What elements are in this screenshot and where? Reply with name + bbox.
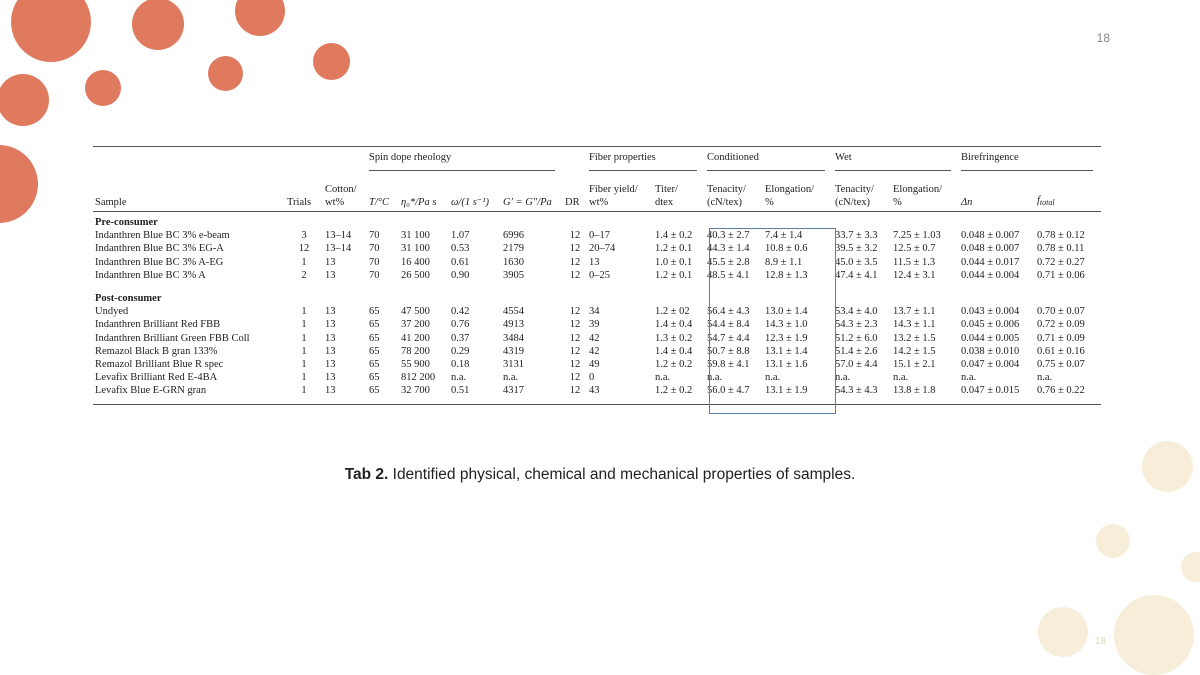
table-cell: 812 200	[401, 372, 436, 384]
table-cell: 12.4 ± 3.1	[893, 269, 936, 281]
table-cell: 53.4 ± 4.0	[835, 306, 878, 318]
table-cell: 13	[325, 306, 336, 318]
table-cell: 54.3 ± 2.3	[835, 319, 878, 331]
sample-name-cell: Indanthren Brilliant Red FBB	[95, 319, 221, 331]
table-cell: 0.71 ± 0.09	[1037, 332, 1085, 344]
table-row	[93, 318, 1101, 331]
sample-name-cell: Remazol Black B gran 133%	[95, 345, 218, 357]
header-modulus: G′ = G″/Pa	[501, 175, 563, 212]
sample-name-cell: Levafix Blue E-GRN gran	[95, 385, 207, 397]
table-cell: 1.07	[451, 230, 470, 242]
table-cell: 78 200	[401, 345, 430, 357]
table-cell: 50.7 ± 8.8	[707, 345, 750, 357]
header-cotton: Cotton/ wt%	[323, 175, 367, 212]
table-row	[93, 384, 1101, 397]
faint-page-number: 18	[1095, 636, 1107, 647]
table-cell: 1.2 ± 0.1	[655, 243, 693, 255]
table-cell: 65	[369, 332, 380, 344]
table-cell: 31 100	[401, 230, 430, 242]
decor-circle	[1038, 607, 1088, 657]
table-cell: 3	[301, 230, 307, 242]
table-cell: 70	[369, 269, 380, 281]
table-cell: 39	[589, 319, 600, 331]
table-cell: 0.048 ± 0.007	[961, 230, 1020, 242]
header-tenacity-wet: Tenacity/ (cN/tex)	[833, 175, 891, 212]
table-cell: 13.7 ± 1.1	[893, 306, 936, 318]
table-cell: 4554	[503, 306, 524, 318]
table-cell: 2	[301, 269, 307, 281]
table-cell: 20–74	[589, 243, 616, 255]
table-cell: 14.3 ± 1.1	[893, 319, 936, 331]
table-row	[93, 242, 1101, 255]
table-cell: 0.72 ± 0.09	[1037, 319, 1085, 331]
table-cell: 14.2 ± 1.5	[893, 345, 936, 357]
table-cell: 54.7 ± 4.4	[707, 332, 750, 344]
table-row	[93, 305, 1101, 318]
table-cell: 0.78 ± 0.12	[1037, 230, 1085, 242]
table-cell: 13	[325, 319, 336, 331]
table-cell: 32 700	[401, 385, 430, 397]
table-cell: 0.18	[451, 359, 470, 371]
section-post-consumer: Post-consumer	[95, 293, 162, 305]
table-cell: 26 500	[401, 269, 430, 281]
table-cell: 2179	[503, 243, 524, 255]
header-elongation-wet: Elongation/ %	[891, 175, 959, 212]
header-elongation-conditioned: Elongation/ %	[763, 175, 833, 212]
table-cell: 1.4 ± 0.4	[655, 319, 693, 331]
table-cell: 0.53	[451, 243, 470, 255]
table-cell: 1	[301, 372, 307, 384]
table-cell: 0.047 ± 0.015	[961, 385, 1020, 397]
table-cell: 0.044 ± 0.017	[961, 256, 1020, 268]
table-cell: 47.4 ± 4.1	[835, 269, 878, 281]
table-row	[93, 256, 1101, 269]
table-cell: 1	[301, 359, 307, 371]
decor-circle	[85, 70, 121, 106]
header-temperature: T/°C	[367, 175, 399, 212]
table-cell: 11.5 ± 1.3	[893, 256, 936, 268]
table-cell: 4319	[503, 345, 524, 357]
table-cell: 4317	[503, 385, 524, 397]
table-cell: n.a.	[765, 372, 781, 384]
sample-name-cell: Indanthren Blue BC 3% A-EG	[95, 256, 224, 268]
decor-circle	[208, 56, 243, 91]
table-cell: 0.044 ± 0.004	[961, 269, 1020, 281]
header-trials: Trials	[285, 175, 323, 212]
header-fiber-yield: Fiber yield/ wt%	[587, 175, 653, 212]
table-cell: 0.044 ± 0.005	[961, 332, 1020, 344]
table-row	[93, 229, 1101, 242]
sample-name-cell: Levafix Brilliant Red E-4BA	[95, 372, 218, 384]
decor-circle	[132, 0, 184, 50]
table-cell: 0.61 ± 0.16	[1037, 345, 1085, 357]
table-cell: 12	[569, 256, 581, 268]
table-cell: 65	[369, 306, 380, 318]
table-cell: 0.76 ± 0.22	[1037, 385, 1085, 397]
table-cell: 0.78 ± 0.11	[1037, 243, 1085, 255]
table-cell: 12	[569, 319, 581, 331]
table-cell: 44.3 ± 1.4	[707, 243, 750, 255]
table-cell: 54.4 ± 8.4	[707, 319, 750, 331]
table-cell: 1	[301, 332, 307, 344]
table-cell: 10.8 ± 0.6	[765, 243, 808, 255]
table-cell: 0.51	[451, 385, 470, 397]
properties-table	[93, 146, 1101, 405]
table-cell: 1.4 ± 0.4	[655, 345, 693, 357]
sample-name-cell: Remazol Brilliant Blue R spec	[95, 359, 224, 371]
table-cell: 3905	[503, 269, 524, 281]
table-row	[93, 345, 1101, 358]
table-cell: 0.038 ± 0.010	[961, 345, 1020, 357]
table-cell: 3131	[503, 359, 524, 371]
sample-name-cell: Indanthren Blue BC 3% A	[95, 269, 206, 281]
table-cell: 0.42	[451, 306, 470, 318]
table-row	[93, 358, 1101, 371]
table-row	[93, 269, 1101, 282]
table-cell: 1	[301, 319, 307, 331]
header-viscosity: η₀*/Pa s	[399, 175, 449, 212]
table-cell: 14.3 ± 1.0	[765, 319, 808, 331]
table-cell: 70	[369, 256, 380, 268]
table-cell: 51.2 ± 6.0	[835, 332, 878, 344]
table-cell: 1.4 ± 0.2	[655, 230, 693, 242]
table-cell: 13	[589, 256, 600, 268]
table-cell: 65	[369, 345, 380, 357]
table-row	[93, 332, 1101, 345]
decor-circle	[11, 0, 91, 62]
table-cell: n.a.	[1037, 372, 1053, 384]
table-caption	[0, 466, 1200, 484]
table-cell: 47 500	[401, 306, 430, 318]
sample-name-cell: Undyed	[95, 306, 129, 318]
header-titer: Titer/ dtex	[653, 175, 705, 212]
table-cell: 13	[325, 345, 336, 357]
table-cell: 0	[589, 372, 595, 384]
table-cell: 7.4 ± 1.4	[765, 230, 803, 242]
table-cell: 3484	[503, 332, 524, 344]
header-sample: Sample	[93, 175, 285, 212]
table-row	[93, 371, 1101, 384]
table-cell: 70	[369, 243, 380, 255]
table-cell: 12	[569, 269, 581, 281]
table-cell: 65	[369, 319, 380, 331]
table-cell: 0–25	[589, 269, 610, 281]
table-cell: 13.0 ± 1.4	[765, 306, 808, 318]
table-cell: 16 400	[401, 256, 430, 268]
section-pre-consumer: Pre-consumer	[95, 217, 158, 228]
table-cell: n.a.	[835, 372, 851, 384]
table-cell: 45.5 ± 2.8	[707, 256, 750, 268]
group-wet: Wet	[835, 151, 951, 171]
group-fiber-properties: Fiber properties	[589, 151, 697, 171]
table-cell: 42	[589, 332, 600, 344]
table-cell: 1.2 ± 02	[655, 306, 690, 318]
table-cell: 45.0 ± 3.5	[835, 256, 878, 268]
table-cell: 40.3 ± 2.7	[707, 230, 750, 242]
group-conditioned: Conditioned	[707, 151, 825, 171]
table-cell: 13–14	[325, 230, 352, 242]
table-cell: 55 900	[401, 359, 430, 371]
table-cell: 0.76	[451, 319, 470, 331]
table-cell: 49	[589, 359, 600, 371]
table-cell: 0.045 ± 0.006	[961, 319, 1020, 331]
table-cell: 13	[325, 269, 336, 281]
table-cell: n.a.	[451, 372, 467, 384]
table-cell: 13	[325, 359, 336, 371]
table-cell: 1.0 ± 0.1	[655, 256, 693, 268]
table-cell: 12	[569, 306, 581, 318]
table-cell: 51.4 ± 2.6	[835, 345, 878, 357]
table-cell: 12.5 ± 0.7	[893, 243, 936, 255]
table-cell: 6996	[503, 230, 524, 242]
group-spin-dope: Spin dope rheology	[369, 151, 555, 171]
table-cell: 65	[369, 359, 380, 371]
decor-circle	[235, 0, 285, 36]
table-cell: 13	[325, 385, 336, 397]
table-cell: 12	[569, 332, 581, 344]
table-cell: 48.5 ± 4.1	[707, 269, 750, 281]
table-cell: 65	[369, 385, 380, 397]
table-cell: 13.8 ± 1.8	[893, 385, 936, 397]
table-cell: 41 200	[401, 332, 430, 344]
table-cell: 0–17	[589, 230, 610, 242]
table-cell: 13.1 ± 1.9	[765, 385, 808, 397]
table-cell: 15.1 ± 2.1	[893, 359, 936, 371]
sample-name-cell: Indanthren Blue BC 3% e-beam	[95, 230, 230, 242]
table-cell: n.a.	[655, 372, 671, 384]
table-cell: 37 200	[401, 319, 430, 331]
table-cell: 12	[569, 385, 581, 397]
table-cell: 1.2 ± 0.1	[655, 269, 693, 281]
table-cell: 13	[325, 256, 336, 268]
table-cell: 1.2 ± 0.2	[655, 385, 693, 397]
table-cell: 13	[325, 372, 336, 384]
table-cell: 42	[589, 345, 600, 357]
table-cell: 0.61	[451, 256, 470, 268]
table-cell: 13–14	[325, 243, 352, 255]
table-cell: 54.3 ± 4.3	[835, 385, 878, 397]
page-number: 18	[1096, 31, 1110, 45]
table-cell: 56.0 ± 4.7	[707, 385, 750, 397]
decor-circle	[0, 145, 38, 223]
caption-label: Tab 2.	[344, 466, 389, 483]
table-cell: 8.9 ± 1.1	[765, 256, 803, 268]
table-cell: 13.1 ± 1.6	[765, 359, 808, 371]
table-cell: 0.043 ± 0.004	[961, 306, 1020, 318]
table-cell: 39.5 ± 3.2	[835, 243, 878, 255]
table-cell: n.a.	[707, 372, 723, 384]
table-cell: 13.1 ± 1.4	[765, 345, 808, 357]
header-omega: ω/(1 s⁻¹)	[449, 175, 501, 212]
table-cell: 65	[369, 372, 380, 384]
table-cell: 12	[569, 243, 581, 255]
table-cell: 12	[569, 359, 581, 371]
table-cell: 12	[569, 345, 581, 357]
table-cell: 0.048 ± 0.007	[961, 243, 1020, 255]
table-cell: 59.8 ± 4.1	[707, 359, 750, 371]
table-cell: 1	[301, 306, 307, 318]
table-cell: 12.3 ± 1.9	[765, 332, 808, 344]
decor-circle	[1096, 524, 1130, 558]
table-cell: 12	[298, 243, 310, 255]
table-cell: 70	[369, 230, 380, 242]
table-cell: 0.37	[451, 332, 470, 344]
table-cell: 0.047 ± 0.004	[961, 359, 1020, 371]
header-dr: DR	[563, 175, 587, 212]
table-cell: 12	[569, 372, 581, 384]
decor-circle	[0, 74, 49, 126]
table-cell: 43	[589, 385, 600, 397]
decor-circle	[1181, 552, 1200, 582]
caption-text: Identified physical, chemical and mechanical properties of samples.	[388, 466, 856, 483]
table-cell: n.a.	[961, 372, 977, 384]
table-cell: 7.25 ± 1.03	[893, 230, 941, 242]
header-delta-n: Δn	[959, 175, 1035, 212]
table-cell: 57.0 ± 4.4	[835, 359, 878, 371]
table-cell: 31 100	[401, 243, 430, 255]
table-cell: 13	[325, 332, 336, 344]
table-cell: 1.3 ± 0.2	[655, 332, 693, 344]
table-cell: 12.8 ± 1.3	[765, 269, 808, 281]
table-cell: 1	[301, 256, 307, 268]
group-birefringence: Birefringence	[961, 151, 1093, 171]
table-cell: 1630	[503, 256, 524, 268]
table-cell: 4913	[503, 319, 524, 331]
table-cell: n.a.	[503, 372, 519, 384]
table-cell: 0.71 ± 0.06	[1037, 269, 1085, 281]
table-cell: 1	[301, 385, 307, 397]
table-cell: 34	[589, 306, 600, 318]
table-cell: 1	[301, 345, 307, 357]
sample-name-cell: Indanthren Blue BC 3% EG-A	[95, 243, 224, 255]
header-tenacity-conditioned: Tenacity/ (cN/tex)	[705, 175, 763, 212]
table-cell: 0.70 ± 0.07	[1037, 306, 1085, 318]
table-cell: 0.72 ± 0.27	[1037, 256, 1085, 268]
decor-circle	[313, 43, 350, 80]
table-cell: 1.2 ± 0.2	[655, 359, 693, 371]
header-f-total: $f_{total}$	[1035, 175, 1101, 212]
table-cell: 56.4 ± 4.3	[707, 306, 750, 318]
table-cell: 0.29	[451, 345, 470, 357]
table-cell: 12	[569, 230, 581, 242]
decor-circle	[1114, 595, 1194, 675]
table-cell: 33.7 ± 3.3	[835, 230, 878, 242]
table-cell: 0.75 ± 0.07	[1037, 359, 1085, 371]
table-cell: 13.2 ± 1.5	[893, 332, 936, 344]
table-cell: 0.90	[451, 269, 470, 281]
table-cell: n.a.	[893, 372, 909, 384]
sample-name-cell: Indanthren Brilliant Green FBB Coll	[95, 332, 250, 344]
